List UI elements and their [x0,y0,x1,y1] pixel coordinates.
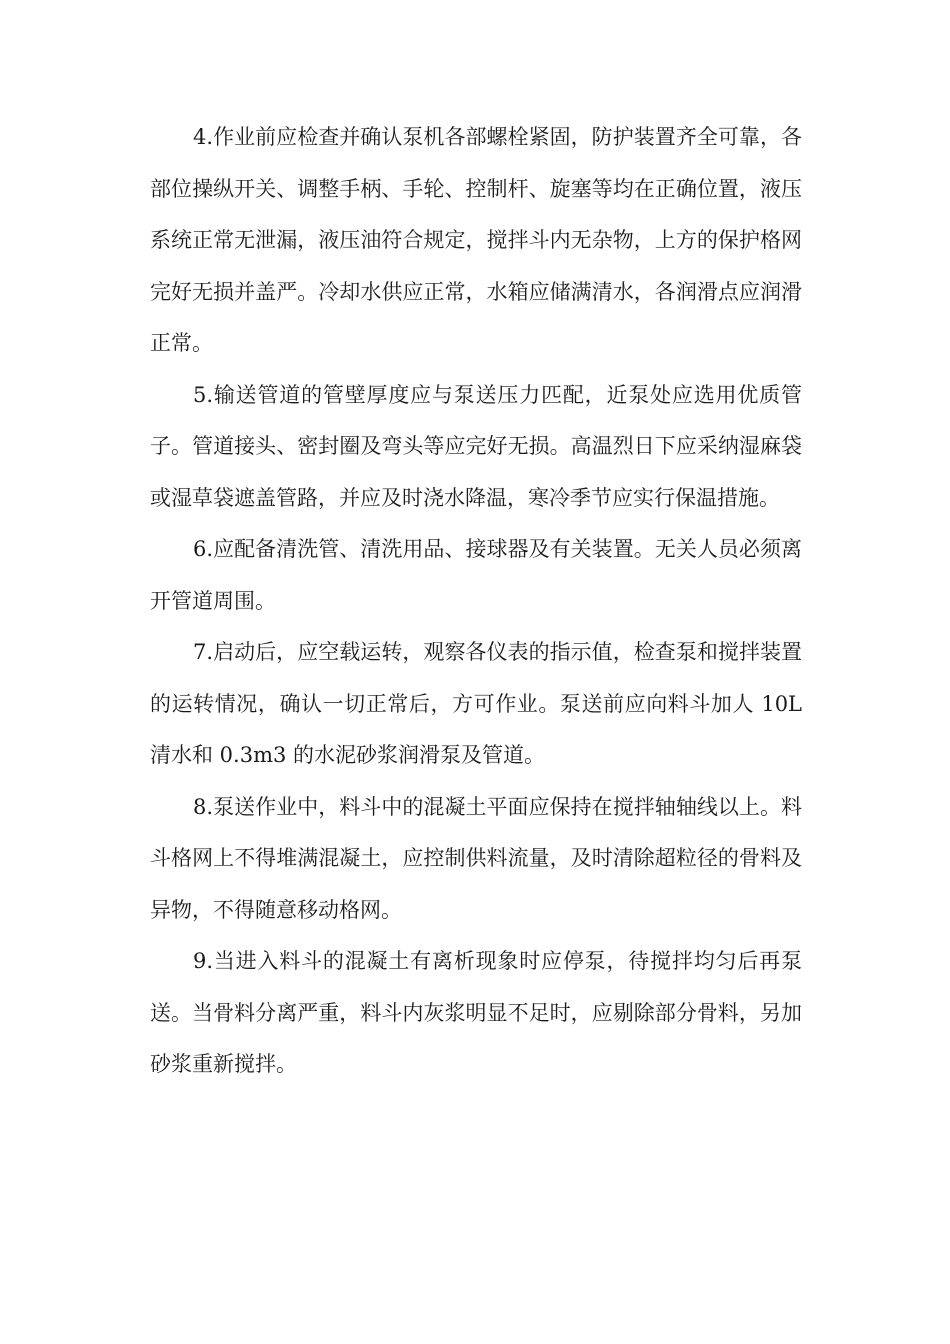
paragraph-5: 5.输送管道的管壁厚度应与泵送压力匹配，近泵处应选用优质管子。管道接头、密封圈及弯头等应完好无损。高温烈日下应采纳湿麻袋或湿草袋遮盖管路，并应及时浇水降温，寒冷季节应实行保温措施。 [150,382,802,510]
paragraph-8: 8.泵送作业中，料斗中的混凝土平面应保持在搅拌轴轴线以上。料斗格网上不得堆满混凝土，应控制供料流量，及时清除超粒径的骨料及异物，不得随意移动格网。 [150,794,802,922]
paragraph-9: 9.当进入料斗的混凝土有离析现象时应停泵，待搅拌均匀后再泵送。当骨料分离严重，料斗内灰浆明显不足时，应剔除部分骨料，另加砂浆重新搅拌。 [150,949,802,1076]
paragraph-4: 4.作业前应检查并确认泵机各部螺栓紧固，防护装置齐全可靠，各部位操纵开关、调整手柄、手轮、控制杆、旋塞等均在正确位置，液压系统正常无泄漏，液压油符合规定，搅拌斗内无杂物，上方的保护格网完好无损并盖严。冷却水供应正常，水箱应储满清水，各润滑点应润滑正常。 [150,125,802,355]
document-body [150,112,802,1091]
paragraph-6: 6.应配备清洗管、清洗用品、接球器及有关装置。无关人员必须离开管道周围。 [150,537,802,613]
paragraph-7: 7.启动后，应空载运转，观察各仪表的指示值，检查泵和搅拌装置的运转情况，确认一切正常后，方可作业。泵送前应向料斗加人 10L 清水和 0.3m3 的水泥砂浆润滑泵及管道。 [150,640,802,767]
